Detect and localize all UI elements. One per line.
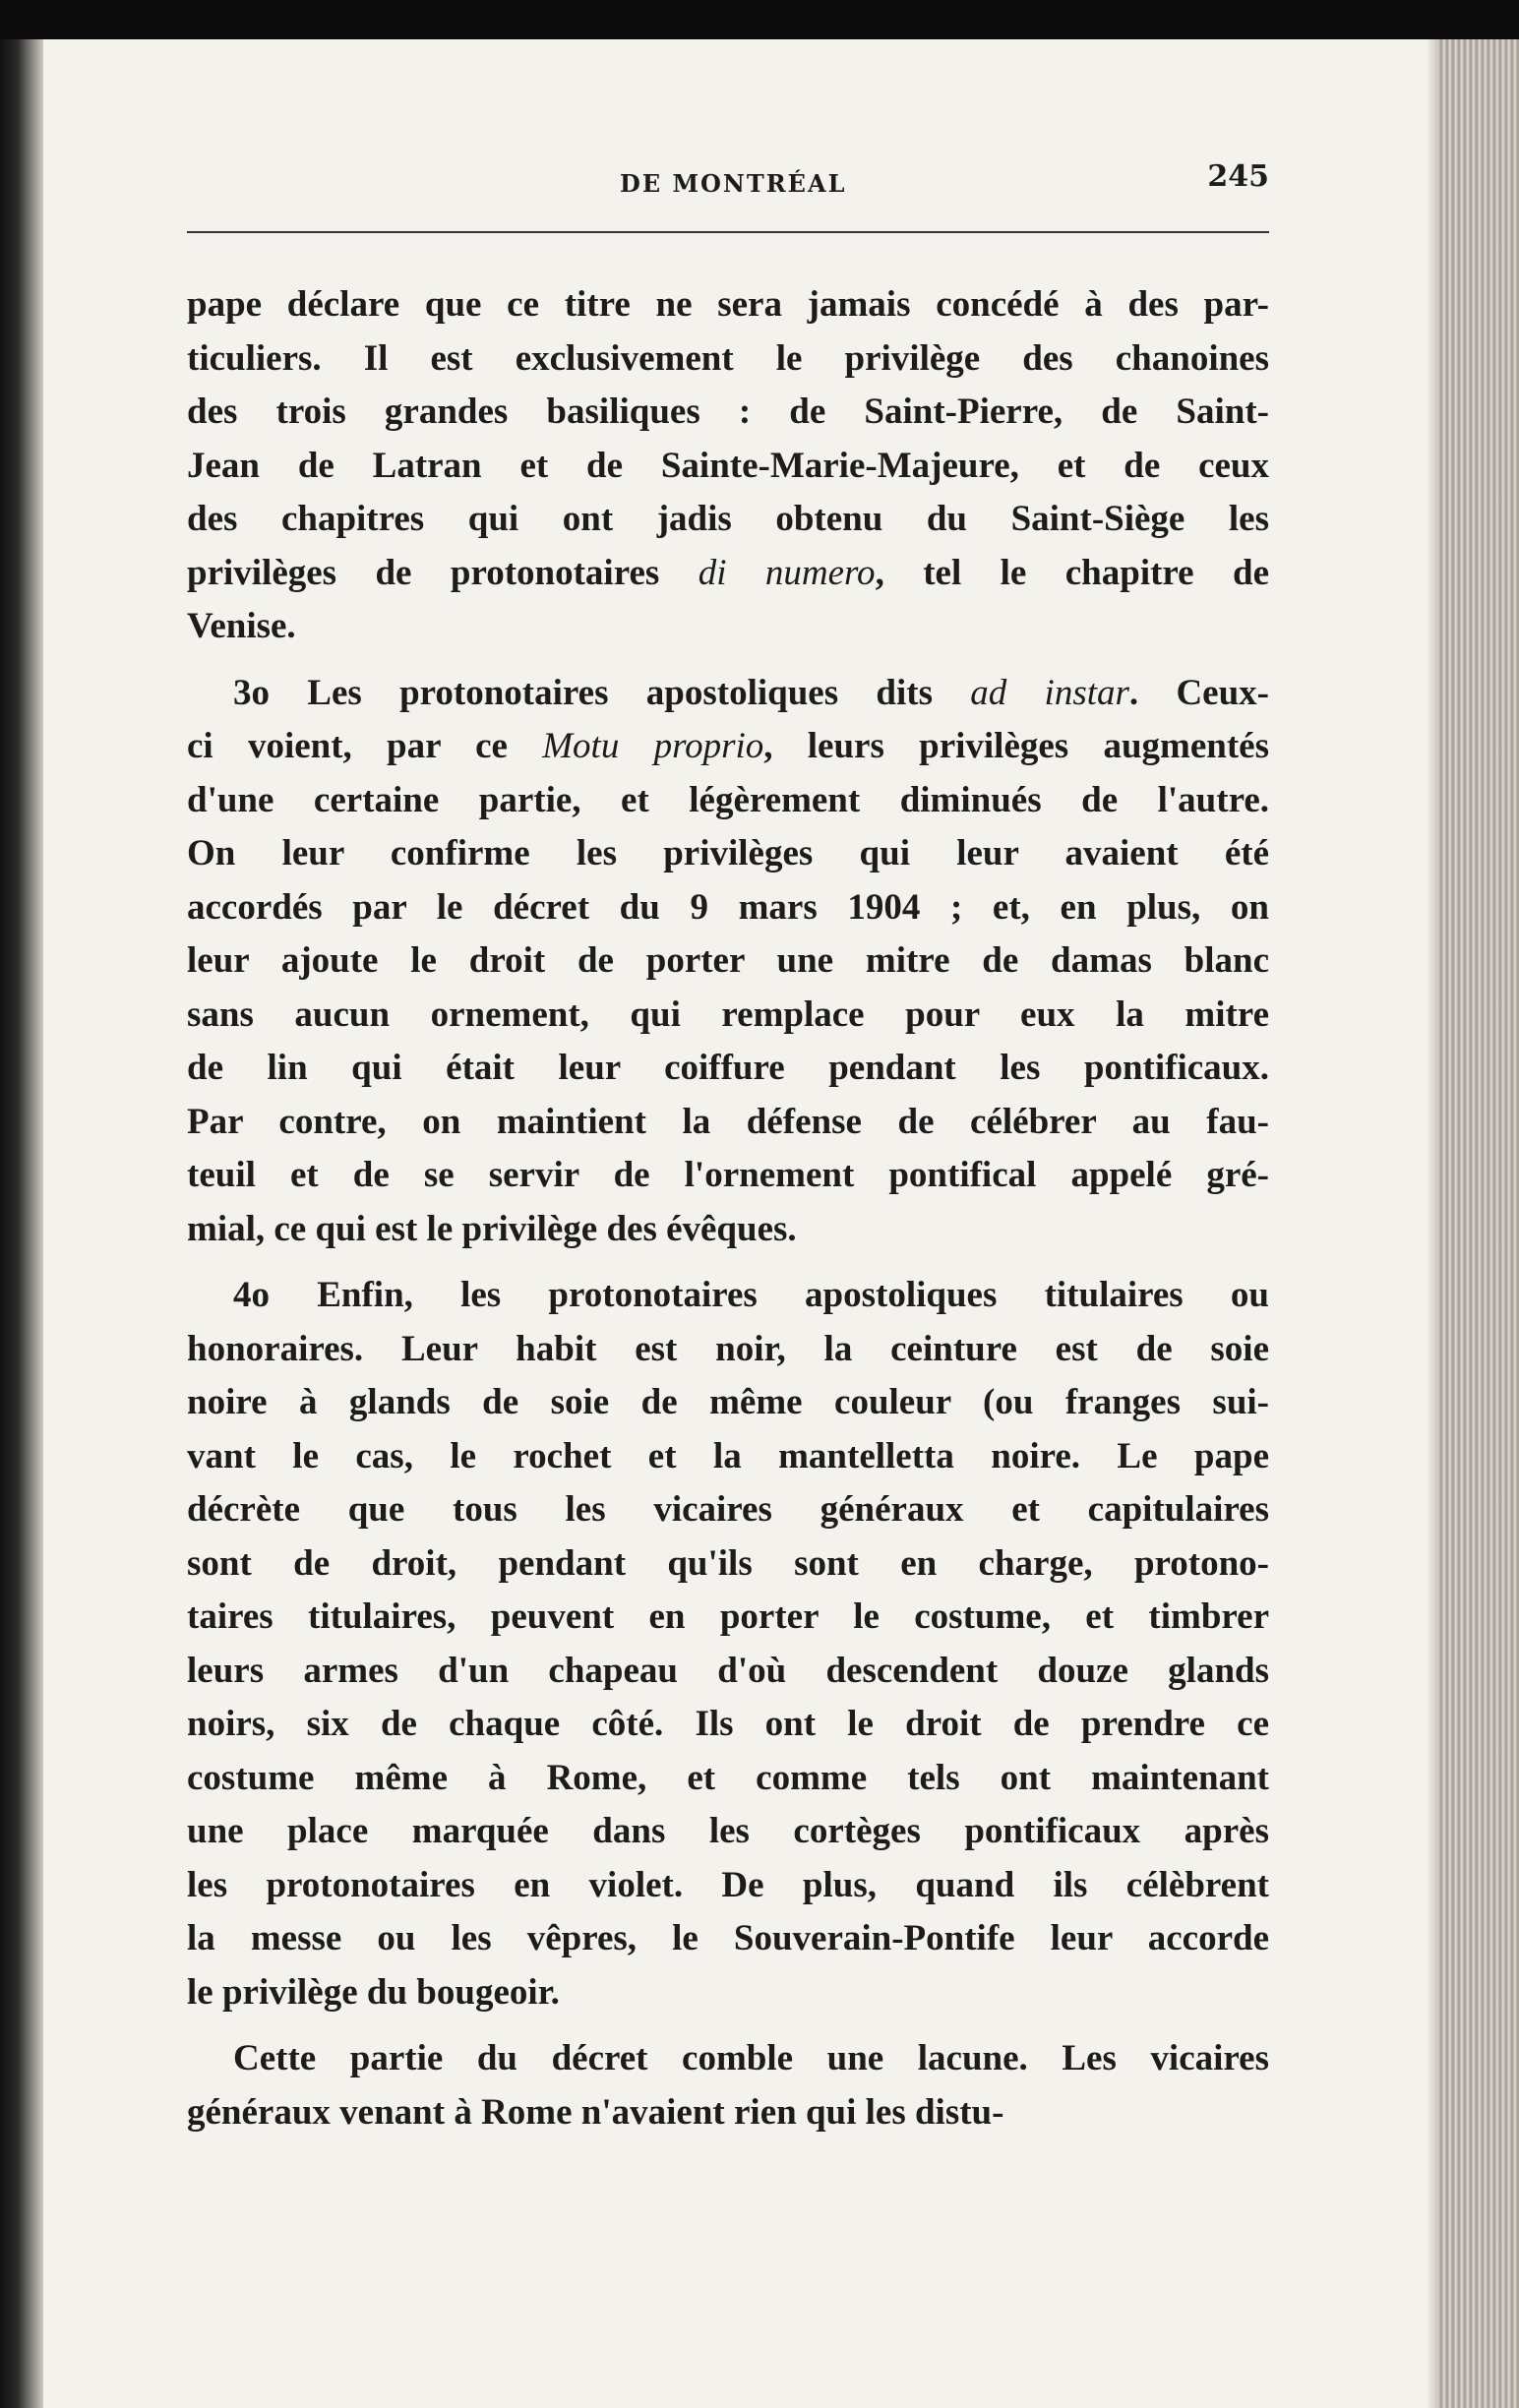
page-stack-edge — [1438, 39, 1519, 2408]
text-line — [187, 1752, 1269, 1806]
text-run: leur ajoute le droit de porter une mitre de damas blanc — [187, 940, 1269, 981]
text-line — [187, 1096, 1269, 1150]
paragraph — [187, 1269, 1269, 2019]
text-run: Venise. — [187, 606, 296, 646]
text-line — [187, 1483, 1269, 1537]
text-run: sont de droit, pendant qu'ils sont en charge, protono- — [187, 1542, 1269, 1584]
text-line — [187, 774, 1269, 828]
text-run: teuil et de se servir de l'ornement pontifical appelé gré- — [187, 1155, 1269, 1195]
page-header — [187, 159, 1269, 209]
text-line — [187, 1645, 1269, 1699]
text-run: noire à glands de soie de même couleur (ou franges sui- — [187, 1382, 1269, 1422]
paragraph — [187, 278, 1269, 654]
text-run: accordés par le décret du 9 mars 1904 ; et, en plus, on — [187, 886, 1269, 928]
text-run: . Ceux- — [1128, 672, 1270, 713]
paragraph — [187, 667, 1269, 1257]
italic-term: Motu proprio — [542, 726, 764, 766]
page-number: 245 — [1207, 159, 1269, 194]
body-text — [187, 278, 1269, 2139]
text-run: sans aucun ornement, qui remplace pour eux la mitre — [187, 993, 1269, 1035]
text-run: taires titulaires, peuvent en porter le costume, et timbrer — [187, 1596, 1269, 1637]
text-run: , leurs privilèges augmentés — [763, 726, 1269, 766]
text-run: 4o Enfin, les protonotaires apostoliques titulaires ou — [233, 1275, 1269, 1315]
text-run: noirs, six de chaque côté. Ils ont le droit de prendre ce — [187, 1704, 1269, 1744]
text-run: Par contre, on maintient la défense de célébrer au fau- — [187, 1101, 1269, 1142]
text-line — [187, 1269, 1269, 1323]
text-line — [187, 934, 1269, 989]
text-run: des trois grandes basiliques : de Saint-Pierre, de Saint- — [187, 391, 1269, 432]
text-line — [187, 1912, 1269, 1966]
text-run: généraux venant à Rome n'avaient rien qui les distu- — [187, 2091, 1004, 2133]
header-rule — [187, 231, 1269, 233]
text-run: de lin qui était leur coiffure pendant les pontificaux. — [187, 1048, 1269, 1088]
text-line — [187, 1323, 1269, 1377]
text-run: une place marquée dans les cortèges pontificaux après — [187, 1811, 1269, 1851]
text-line — [187, 1805, 1269, 1859]
text-run: mial, ce qui est le privilège des évêques. — [187, 1208, 797, 1249]
paragraph — [187, 2032, 1269, 2139]
italic-term: di numero — [698, 552, 876, 593]
scan-border — [0, 0, 1519, 39]
text-run: , tel le chapitre de — [875, 552, 1269, 593]
text-line — [187, 1203, 1269, 1257]
text-line — [187, 1859, 1269, 1913]
text-line — [187, 278, 1269, 332]
text-line — [187, 1966, 1269, 2020]
text-run: Jean de Latran et de Sainte-Marie-Majeure, et de ceux — [187, 445, 1269, 486]
text-run: des chapitres qui ont jadis obtenu du Saint-Siège les — [187, 499, 1269, 539]
text-run: décrète que tous les vicaires généraux et capitulaires — [187, 1489, 1269, 1530]
text-line — [187, 827, 1269, 881]
text-line — [187, 600, 1269, 654]
text-line — [187, 1042, 1269, 1096]
text-line — [187, 1430, 1269, 1484]
page-gutter — [0, 39, 43, 2408]
text-run: la messe ou les vêpres, le Souverain-Pontife leur accorde — [187, 1918, 1269, 1958]
text-line — [187, 1376, 1269, 1430]
text-line — [187, 2032, 1269, 2086]
text-line — [187, 1591, 1269, 1645]
text-line — [187, 1149, 1269, 1203]
text-line — [187, 440, 1269, 494]
text-run: les protonotaires en violet. De plus, quand ils célèbrent — [187, 1864, 1269, 1905]
text-run: ci voient, par ce — [187, 726, 543, 766]
text-line — [187, 1537, 1269, 1592]
text-line — [187, 667, 1269, 721]
italic-term: ad instar — [970, 672, 1129, 713]
text-run: honoraires. Leur habit est noir, la ceinture est de soie — [187, 1328, 1269, 1369]
text-run: vant le cas, le rochet et la mantelletta noire. Le pape — [187, 1435, 1269, 1476]
text-line — [187, 881, 1269, 935]
text-run: le privilège du bougeoir. — [187, 1971, 560, 2013]
text-run: Cette partie du décret comble une lacune. Les vicaires — [233, 2038, 1269, 2078]
text-line — [187, 547, 1269, 601]
text-line — [187, 332, 1269, 387]
text-line — [187, 1698, 1269, 1752]
text-run: ticuliers. Il est exclusivement le privilège des chanoines — [187, 337, 1269, 379]
text-line — [187, 386, 1269, 440]
text-line — [187, 989, 1269, 1043]
text-run: privilèges de protonotaires — [187, 552, 699, 593]
text-line — [187, 720, 1269, 774]
text-run: 3o Les protonotaires apostoliques dits — [233, 672, 971, 713]
text-line — [187, 2086, 1269, 2140]
text-run: leurs armes d'un chapeau d'où descendent douze glands — [187, 1650, 1269, 1691]
text-line — [187, 493, 1269, 547]
text-run: pape déclare que ce titre ne sera jamais concédé à des par- — [187, 284, 1269, 325]
running-head: DE MONTRÉAL — [620, 169, 847, 198]
text-run: On leur confirme les privilèges qui leur avaient été — [187, 833, 1269, 873]
text-run: costume même à Rome, et comme tels ont maintenant — [187, 1757, 1269, 1798]
text-run: d'une certaine partie, et légèrement diminués de l'autre. — [187, 779, 1269, 820]
